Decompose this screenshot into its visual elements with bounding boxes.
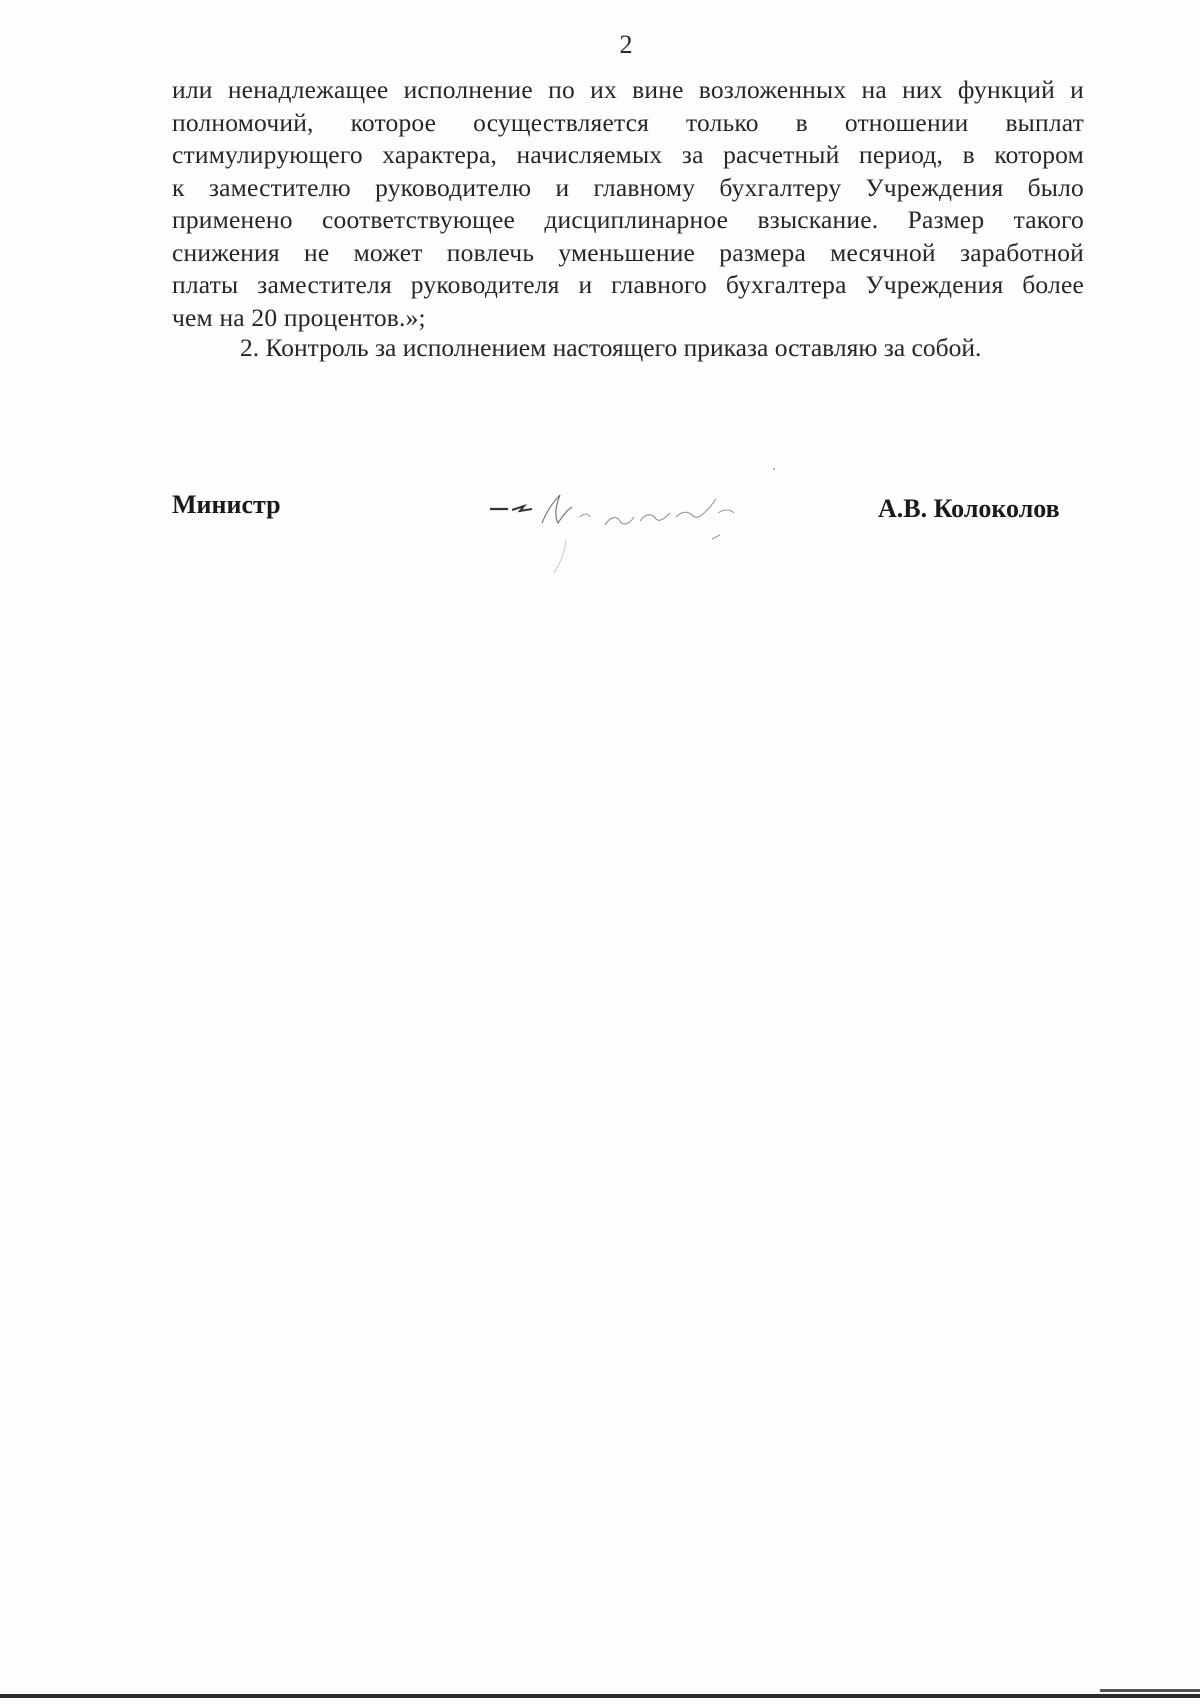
page-bottom-rule-segment <box>1100 1689 1200 1692</box>
text-line: платы заместителя руководителя и главного бухгалтера Учреждения более <box>172 270 1084 299</box>
page-bottom-rule <box>0 1694 1200 1698</box>
text-line: к заместителю руководителю и главному бухгалтеру Учреждения было <box>172 172 1084 202</box>
paragraph-1 <box>172 74 1084 334</box>
paragraph-2: 2. Контроль за исполнением настоящего приказа оставляю за собой. <box>240 333 982 362</box>
text-line: применено соответствующее дисциплинарное взыскание. Размер такого <box>172 205 1084 234</box>
text-line: стимулирующего характера, начисляемых за расчетный период, в котором <box>172 140 1084 169</box>
text-line: чем на 20 процентов.»; <box>172 302 426 332</box>
text-line: снижения не может повлечь уменьшение размера месячной заработной <box>172 237 1084 267</box>
signatory-title: Министр <box>172 490 281 519</box>
signatory-name: А.В. Колоколов <box>878 494 1060 523</box>
text-line: или ненадлежащее исполнение по их вине возложенных на них функций и <box>172 75 1084 104</box>
handwritten-signature <box>480 455 820 575</box>
page-number: 2 <box>619 30 633 59</box>
text-line: полномочий, которое осуществляется только в отношении выплат <box>172 107 1084 137</box>
